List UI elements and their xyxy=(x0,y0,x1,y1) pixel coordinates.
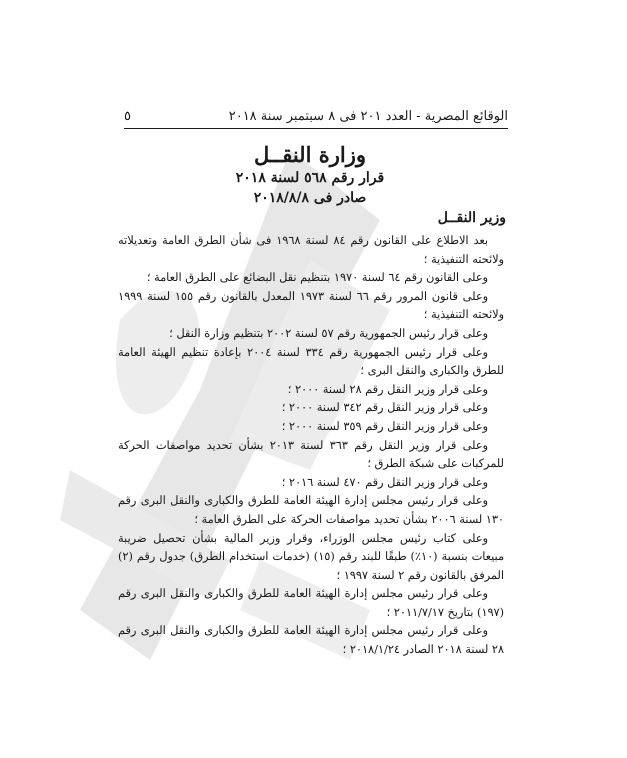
paragraph: وعلى القانون رقم ٦٤ لسنة ١٩٧٠ بتنظيم نقل البضائع على الطرق العامة ؛ xyxy=(146,271,488,285)
paragraph: بعد الاطلاع على القانون رقم ٨٤ لسنة ١٩٦٨ فى شأن الطرق العامة وتعديلاته ولائحته التنفيذية ؛ xyxy=(118,234,504,266)
decree-title: قرار رقم ٥٦٨ لسنة ٢٠١٨ xyxy=(235,170,385,186)
paragraph: وعلى قرار رئيس مجلس إدارة الهيئة العامة للطرق والكبارى والنقل البرى رقم (١٩٧) بتاريخ ٢٠١١/٧/١٧ ؛ xyxy=(118,587,504,619)
paragraph: وعلى قرار وزير النقل رقم ٣٥٩ لسنة ٢٠٠٠ ؛ xyxy=(281,419,488,433)
decree-preamble xyxy=(118,232,504,660)
ministry-title: وزارة النقــل xyxy=(254,142,366,167)
paragraph: وعلى قرار وزير النقل رقم ٣٤٢ لسنة ٢٠٠٠ ؛ xyxy=(281,401,488,415)
paragraph: وعلى قرار رئيس مجلس إدارة الهيئة العامة للطرق والكبارى والنقل البرى رقم ١٣٠ لسنة ٢٠٠٦ بشأن تحديد مواصفات الحركة على الطرق العامة ؛ xyxy=(118,494,504,526)
paragraph: وعلى قرار رئيس الجمهورية رقم ٣٣٤ لسنة ٢٠٠٤ بإعادة تنظيم الهيئة العامة للطرق والكبارى والنقل البرى ؛ xyxy=(118,345,504,378)
minister-heading: وزير النقــل xyxy=(437,210,506,226)
paragraph: وعلى قرار رئيس الجمهورية رقم ٥٧ لسنة ٢٠٠٢ بتنظيم وزارة النقل ؛ xyxy=(169,326,488,340)
publication-line: الوقائع المصرية - العدد ٢٠١ فى ٨ سبتمبر سنة ٢٠١٨ xyxy=(228,108,508,124)
paragraph: وعلى قرار رئيس مجلس إدارة الهيئة العامة للطرق والكبارى والنقل البرى رقم ٢٨ لسنة ٢٠١٨ الصادر ٢٠١٨/١/٢٤ ؛ xyxy=(118,624,504,657)
paragraph: وعلى كتاب رئيس مجلس الوزراء، وقرار وزير المالية بشأن تحصيل ضريبة مبيعات بنسبة (١٠٪) طبقًا للبند رقم (١٥) (خدمات استخدام الطرق) جدول رقم (٢) المرفق بالقانون رقم ٢ لسنة ١٩٩٧ ؛ xyxy=(118,531,504,582)
title-block xyxy=(150,142,470,208)
paragraph: وعلى قرار وزير النقل رقم ٣٦٣ لسنة ٢٠١٣ بشأن تحديد مواصفات الحركة للمركبات على شبكة الطرق ؛ xyxy=(118,438,504,471)
paragraph: وعلى قانون المرور رقم ٦٦ لسنة ١٩٧٣ المعدل بالقانون رقم ١٥٥ لسنة ١٩٩٩ ولائحته التنفيذية ؛ xyxy=(118,289,504,322)
running-header xyxy=(124,104,508,128)
page-number: ٥ xyxy=(124,108,131,124)
issued-date: صادر فى ٢٠١٨/٨/٨ xyxy=(253,190,367,206)
paragraph: وعلى قرار وزير النقل رقم ٤٧٠ لسنة ٢٠١٦ ؛ xyxy=(281,475,488,489)
header-rule xyxy=(124,128,508,129)
paragraph: وعلى قرار وزير النقل رقم ٢٨ لسنة ٢٠٠٠ ؛ xyxy=(287,382,488,396)
